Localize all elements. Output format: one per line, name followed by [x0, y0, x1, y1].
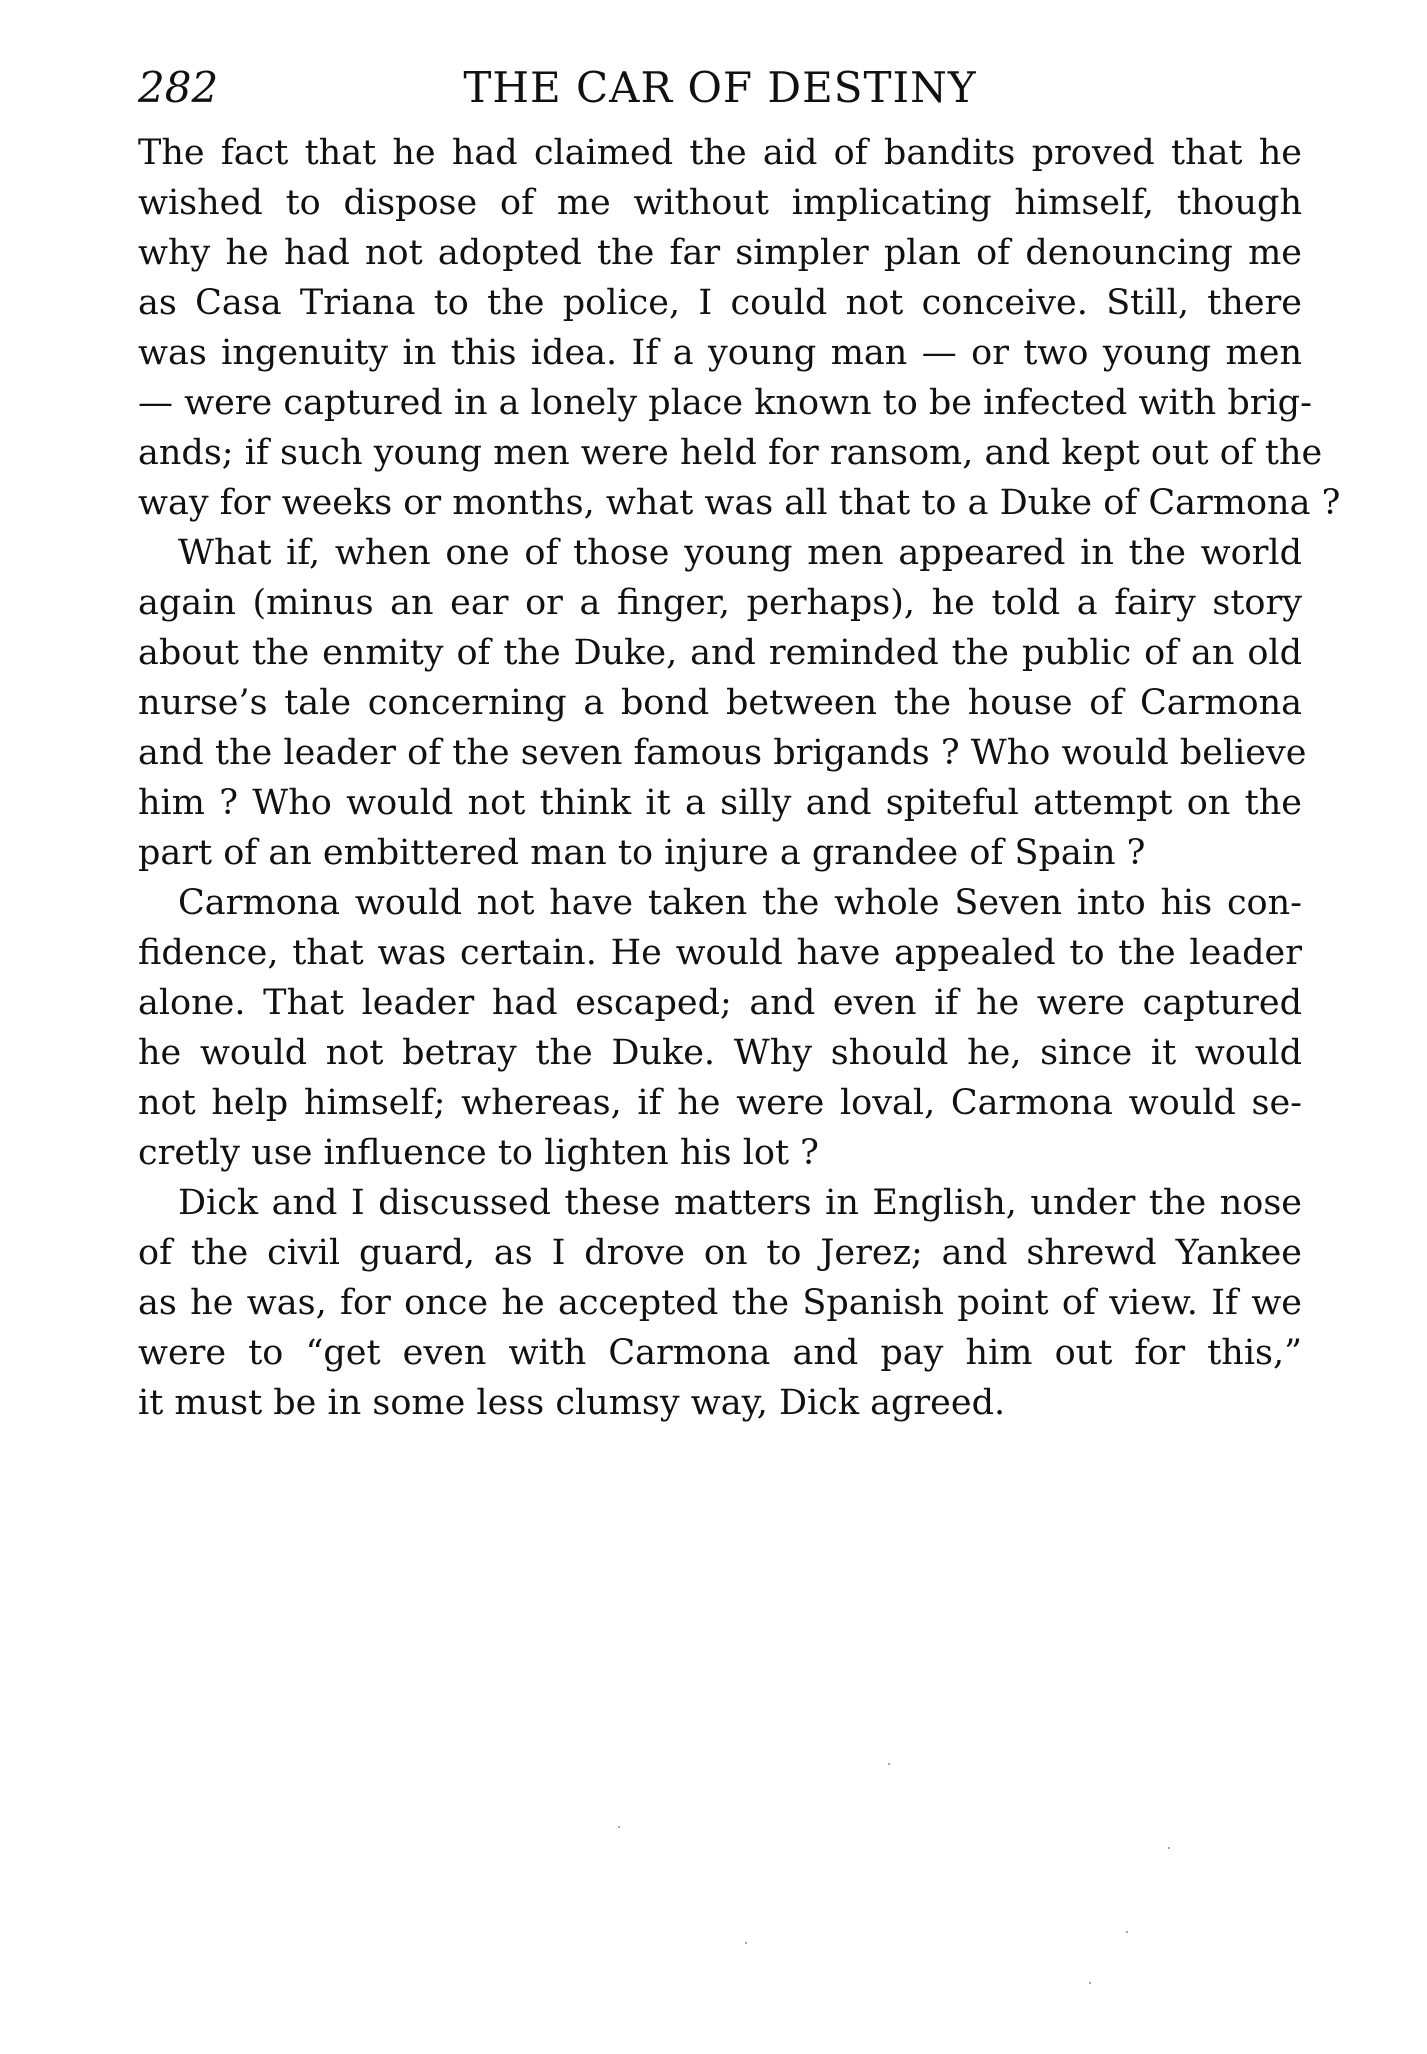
text-line: again (minus an ear or a finger, perhaps), he told a fairy story: [138, 583, 1302, 623]
text-line: he would not betray the Duke. Why should he, since it would: [138, 1033, 1302, 1073]
text-line: of the civil guard, as I drove on to Jerez; and shrewd Yankee: [138, 1233, 1302, 1273]
text-line: fidence, that was certain. He would have appealed to the leader: [138, 933, 1302, 973]
scan-speck: [618, 1826, 620, 1828]
body-text: [138, 128, 1341, 1428]
text-line: not help himself; whereas, if he were loval, Carmona would se-: [138, 1083, 1302, 1123]
scan-speck: [1089, 1982, 1091, 1984]
text-line: The fact that he had claimed the aid of bandits proved that he: [138, 133, 1302, 173]
text-line: as Casa Triana to the police, I could not conceive. Still, there: [138, 283, 1302, 323]
scan-speck: [888, 1763, 890, 1765]
text-line: why he had not adopted the far simpler plan of denouncing me: [138, 233, 1302, 273]
page-number: 282: [138, 63, 219, 112]
text-line: it must be in some less clumsy way, Dick agreed.: [138, 1383, 1006, 1423]
text-line: What if, when one of those young men appeared in the world: [178, 533, 1302, 573]
text-line: Dick and I discussed these matters in English, under the nose: [178, 1183, 1302, 1223]
text-line: were to “get even with Carmona and pay him out for this,”: [138, 1333, 1302, 1373]
scan-speck: [745, 1942, 747, 1944]
running-head: [138, 58, 1302, 118]
running-title: THE CAR OF DESTINY: [463, 63, 977, 112]
text-line: part of an embittered man to injure a grandee of Spain ?: [138, 833, 1146, 873]
text-line: as he was, for once he accepted the Spanish point of view. If we: [138, 1283, 1302, 1323]
text-line: Carmona would not have taken the whole Seven into his con-: [178, 883, 1302, 923]
scan-speck: [1126, 1931, 1128, 1933]
text-line: way for weeks or months, what was all that to a Duke of Carmona ?: [138, 483, 1341, 523]
text-line: ands; if such young men were held for ransom, and kept out of the: [138, 433, 1323, 473]
text-line: alone. That leader had escaped; and even if he were captured: [138, 983, 1302, 1023]
text-line: — were captured in a lonely place known to be infected with brig-: [138, 383, 1312, 423]
text-line: and the leader of the seven famous brigands ? Who would believe: [138, 733, 1307, 773]
text-line: him ? Who would not think it a silly and spiteful attempt on the: [138, 783, 1302, 823]
text-line: cretly use influence to lighten his lot ?: [138, 1133, 819, 1173]
scan-speck: [1168, 1847, 1170, 1849]
text-line: about the enmity of the Duke, and reminded the public of an old: [138, 633, 1302, 673]
text-line: was ingenuity in this idea. If a young man — or two young men: [138, 333, 1302, 373]
text-line: nurse’s tale concerning a bond between the house of Carmona: [138, 683, 1302, 723]
text-line: wished to dispose of me without implicating himself, though: [138, 183, 1302, 223]
